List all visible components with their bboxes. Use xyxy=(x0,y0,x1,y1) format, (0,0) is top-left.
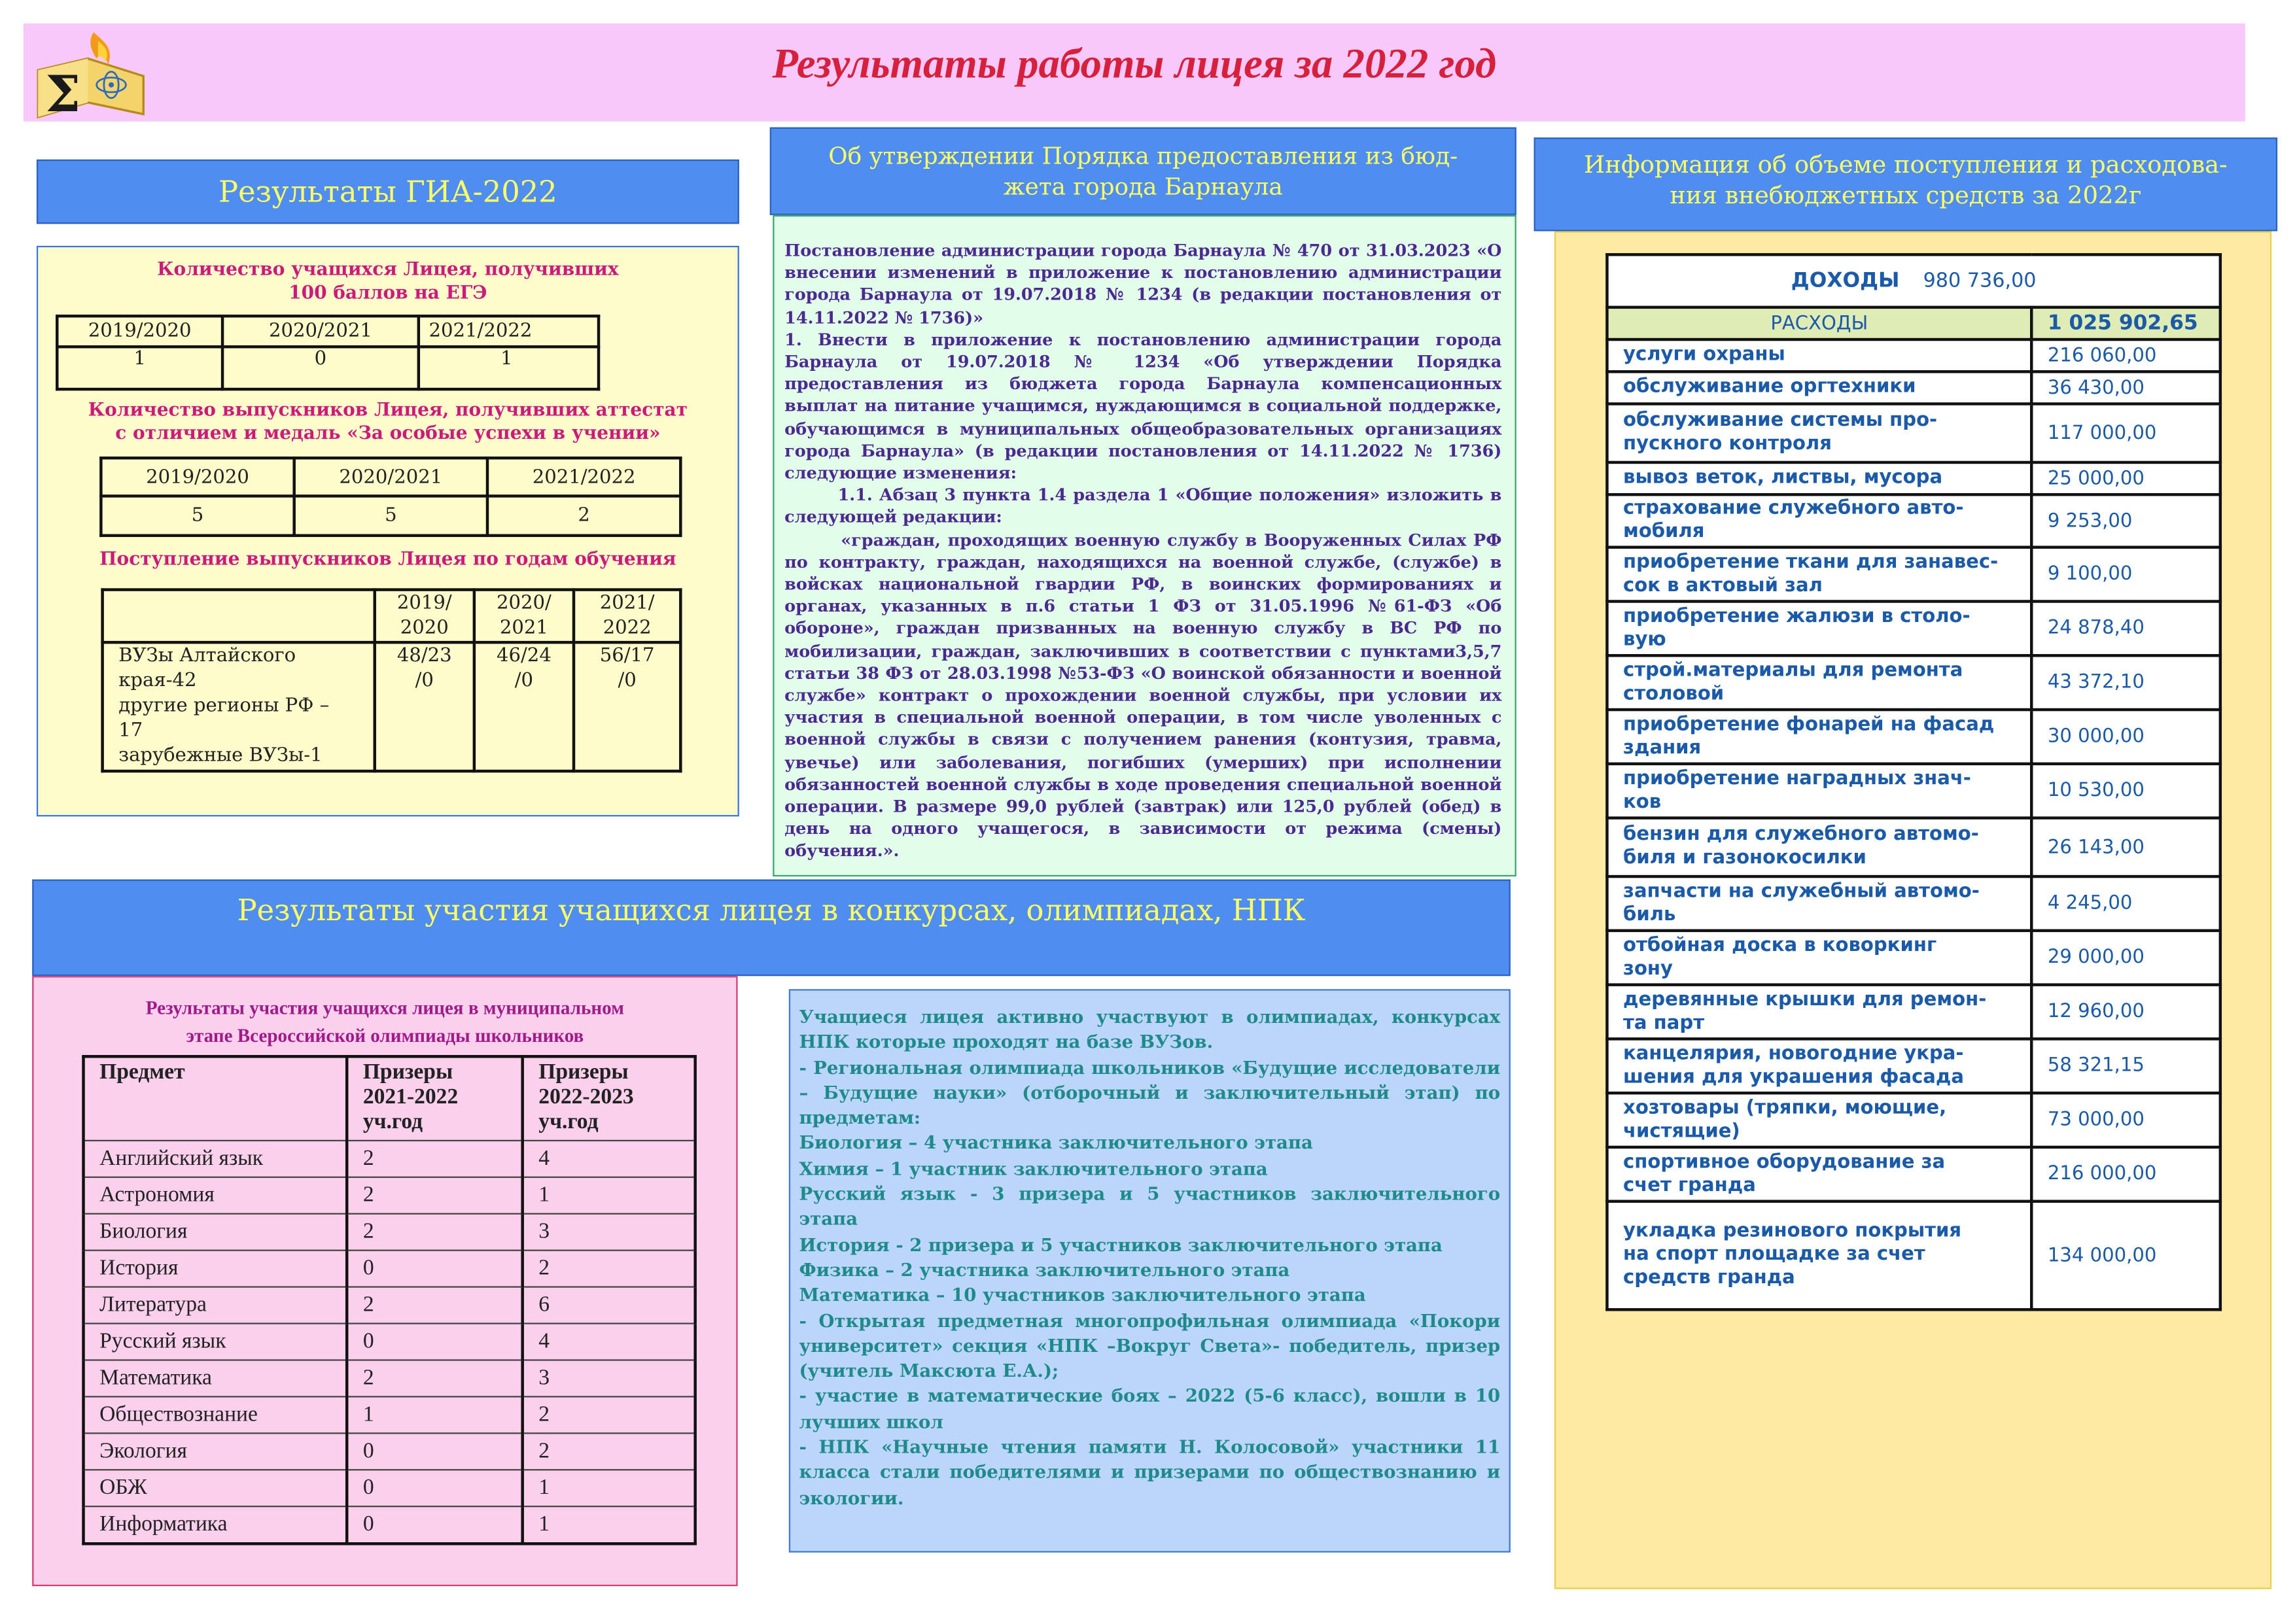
activity-text: Учащиеся лицея активно участвуют в олимпиадах, конкурсах НПК которые проходят на базе ВУЗов. - Региональная олимпиада школьников «Будущие исследователи – Будущие науки» (отборочный и заключительный этап) по предметам: Биология – 4 участника заключительного этапа Химия – 1 участник заключительного этапа Русский язык - 3 призера и 5 участников заключительного этапа История - 2 призера и 5 участников заключительного этапа Физика – 2 участника заключительного этапа Математика – 10 участников заключительного этапа - Открытая предметная многопрофильная олимпиада «Покори университет» секция «НПК –Вокруг Света»- победитель, призер (учитель Максюта Е.А.); - участие в математические боях – 2022 (5-6 класс), вошли в 10 лучших школ - НПК «Научные чтения памяти Н. Колосовой» участники 11 класса стали победителями и призерами по обществознанию и экологии. xyxy=(799,1005,1501,1508)
order-title xyxy=(770,128,1516,215)
finance-table xyxy=(1605,253,2218,1311)
finance-title-text: Информация об объеме поступления и расходова- ния внебюджетных средств за 2022г xyxy=(1584,150,2228,209)
expense-item-amount: 216 060,00 xyxy=(2031,339,2220,371)
table-cell: 6 xyxy=(523,1287,695,1324)
table-cell: 2021/2022 xyxy=(419,316,599,347)
table-cell: 5 xyxy=(294,496,487,535)
table-header-cell: Призеры 2022-2023 уч.год xyxy=(523,1056,695,1141)
table-cell: 2 xyxy=(347,1141,522,1177)
table-cell: 2020/ 2021 xyxy=(474,590,574,643)
table-cell: 2019/2020 xyxy=(57,316,222,347)
expense-row xyxy=(1607,339,2220,371)
expense-item-label: обслуживание оргтехники xyxy=(1607,371,2031,404)
expense-row xyxy=(1607,985,2220,1039)
page-title: Результаты работы лицея за 2022 год xyxy=(772,41,1497,88)
expense-item-label: обслуживание системы про- пускного контроля xyxy=(1607,404,2031,462)
expense-item-amount: 9 253,00 xyxy=(2031,494,2220,547)
expense-item-label: приобретение фонарей на фасад здания xyxy=(1607,710,2031,764)
table-cell: 2020/2021 xyxy=(222,316,419,347)
expense-item-amount: 9 100,00 xyxy=(2031,547,2220,602)
table-row xyxy=(84,1396,695,1433)
table-cell: 1 xyxy=(523,1177,695,1214)
table-cell: 2 xyxy=(523,1433,695,1470)
table-cell xyxy=(103,590,375,643)
expense-item-label: приобретение ткани для занавес- сок в актовый зал xyxy=(1607,547,2031,602)
expense-item-amount: 117 000,00 xyxy=(2031,404,2220,462)
expense-row xyxy=(1607,764,2220,818)
order-text: Постановление администрации города Барнаула № 470 от 31.03.2023 «О внесении изменений в приложение к постановлению администрации города Барнаула от 19.07.2018 № 1234 (в редакции постановления от 14.11.2022 № 1736)» 1. Внести в приложение к постановлению администрации города Барнаула от 19.07.2018 № 1234 «Об утверждении Порядка предоставления из бюджета города Барнаула компенсационных выплат на питание учащимся, нуждающимся в социальной поддержке, обучающимся в муниципальных общеобразовательных организациях города Барнаула» (в редакции постановления от 14.11.2022 № 1736) следующие изменения: 1.1. Абзац 3 пункта 1.4 раздела 1 «Общие положения» изложить в следующей редакции: «граждан, проходящих военную службу в Вооруженных Силах РФ по контракту, граждан, находящихся на военной службе, (службе) в войсках национальной гвардии РФ, в воинских формированиях и органах, указанных в п.6 статьи 1 ФЗ от 31.05.1996 №61-ФЗ «Об обороне», граждан призванных на военную службу в ВС РФ по мобилизации, граждан, заключивших в соответствии с пунктами3,5,7 статьи 38 ФЗ от 28.03.1998 №53-ФЗ «О воинской обязанности и военной службе» контракт о прохождении военной службы, при условии их участия в специальной военной операции, в том числе уволенных с военной службы в связи с получением ранения (контузия, травма, увечье) или заболевания, погибших (умерших) при исполнении обязанностей военной службы в ходе проведения специальной военной операции. В размере 99,0 рублей (завтрак) или 125,0 рублей (обед) в день на одного учащегося, в зависимости от режима (смены) обучения.». xyxy=(784,239,1502,861)
contests-title: Результаты участия учащихся лицея в конкурсах, олимпиадах, НПК xyxy=(32,880,1511,976)
table-cell: 0 xyxy=(347,1506,522,1544)
expense-item-label: спортивное оборудование за счет гранда xyxy=(1607,1147,2031,1201)
expense-row xyxy=(1607,404,2220,462)
expense-item-amount: 24 878,40 xyxy=(2031,601,2220,655)
table-cell: 2 xyxy=(487,496,680,535)
table-cell: 2 xyxy=(347,1177,522,1214)
table-cell: Астрономия xyxy=(84,1177,347,1214)
olympiad-table xyxy=(82,1055,697,1545)
table-row xyxy=(84,1251,695,1287)
table-cell: Информатика xyxy=(84,1506,347,1544)
expense-item-label: хозтовары (тряпки, моющие, чистящие) xyxy=(1607,1093,2031,1147)
expense-item-amount: 30 000,00 xyxy=(2031,710,2220,764)
expense-row xyxy=(1607,1201,2220,1310)
finance-title xyxy=(1534,137,2277,231)
table-cell: ВУЗы Алтайского края-42 другие регионы РФ – 17 зарубежные ВУЗы-1 xyxy=(103,642,375,771)
expense-row xyxy=(1607,601,2220,655)
table-row xyxy=(84,1141,695,1177)
expense-item-amount: 58 321,15 xyxy=(2031,1039,2220,1093)
table-cell: 2021/ 2022 xyxy=(574,590,680,643)
table-cell: 2 xyxy=(347,1287,522,1324)
table-row xyxy=(84,1433,695,1470)
table-row xyxy=(84,1506,695,1544)
gia-title: Результаты ГИА-2022 xyxy=(37,160,739,224)
expense-list xyxy=(1607,339,2220,1309)
expense-row xyxy=(1607,876,2220,931)
olympiad-caption: Результаты участия учащихся лицея в муниципальном этапе Всероссийской олимпиады школьников xyxy=(145,996,624,1046)
table-cell: Биология xyxy=(84,1214,347,1251)
expense-item-label: отбойная доска в коворкинг зону xyxy=(1607,931,2031,985)
table-row xyxy=(84,1470,695,1506)
table-cell: 1 xyxy=(57,347,222,389)
expense-item-amount: 4 245,00 xyxy=(2031,876,2220,931)
admission-table xyxy=(101,588,682,772)
expense-row xyxy=(1607,931,2220,985)
table-cell: ОБЖ xyxy=(84,1470,347,1506)
table-cell: 4 xyxy=(523,1324,695,1360)
income-label: ДОХОДЫ xyxy=(1791,269,1900,293)
expense-item-label: вывоз веток, листвы, мусора xyxy=(1607,462,2031,494)
ege100-caption: Количество учащихся Лицея, получивших 100 баллов на ЕГЭ xyxy=(157,257,619,303)
expense-item-amount: 73 000,00 xyxy=(2031,1093,2220,1147)
table-cell: 2019/2020 xyxy=(101,458,294,496)
table-row xyxy=(84,1324,695,1360)
admission-caption: Поступление выпускников Лицея по годам обучения xyxy=(99,547,676,570)
table-cell: 1 xyxy=(523,1470,695,1506)
gia-panel xyxy=(37,246,739,817)
table-cell: 3 xyxy=(523,1360,695,1396)
activity-panel xyxy=(789,989,1511,1552)
table-row xyxy=(84,1360,695,1396)
table-cell: 5 xyxy=(101,496,294,535)
table-cell: 2 xyxy=(523,1396,695,1433)
expense-item-label: страхование служебного авто- мобиля xyxy=(1607,494,2031,547)
expense-item-label: приобретение наградных знач- ков xyxy=(1607,764,2031,818)
table-header-cell: Призеры 2021-2022 уч.год xyxy=(347,1056,522,1141)
medal-table xyxy=(99,457,682,537)
expense-item-amount: 12 960,00 xyxy=(2031,985,2220,1039)
sigma-book-logo-icon xyxy=(29,26,149,126)
expense-item-label: укладка резинового покрытия на спорт площадке за счет средств гранда xyxy=(1607,1201,2031,1310)
expense-item-amount: 10 530,00 xyxy=(2031,764,2220,818)
table-cell: 46/24 /0 xyxy=(474,642,574,771)
lyceum-logo xyxy=(29,26,149,126)
table-header-cell: Предмет xyxy=(84,1056,347,1141)
table-cell: Обществознание xyxy=(84,1396,347,1433)
expense-value: 1 025 902,65 xyxy=(2031,307,2220,339)
income-row xyxy=(1607,254,2220,307)
table-cell: Английский язык xyxy=(84,1141,347,1177)
expense-row xyxy=(1607,1093,2220,1147)
ege100-table xyxy=(56,315,600,390)
expense-item-label: приобретение жалюзи в столо- вую xyxy=(1607,601,2031,655)
table-cell: 2020/2021 xyxy=(294,458,487,496)
table-cell: 2021/2022 xyxy=(487,458,680,496)
expense-row xyxy=(1607,371,2220,404)
table-cell: 1 xyxy=(523,1506,695,1544)
expense-row xyxy=(1607,655,2220,710)
order-title-text: Об утверждении Порядка предоставления из бюд- жета города Барнаула xyxy=(828,142,1458,201)
table-cell: 0 xyxy=(347,1251,522,1287)
table-cell: 2019/ 2020 xyxy=(375,590,474,643)
olympiad-rows xyxy=(84,1141,695,1544)
expense-label: РАСХОДЫ xyxy=(1607,307,2031,339)
table-cell: 0 xyxy=(347,1433,522,1470)
expense-item-amount: 43 372,10 xyxy=(2031,655,2220,710)
expense-item-amount: 26 143,00 xyxy=(2031,818,2220,876)
expense-item-label: строй.материалы для ремонта столовой xyxy=(1607,655,2031,710)
income-value: 980 736,00 xyxy=(1923,269,2037,293)
expense-row xyxy=(1607,1039,2220,1093)
expense-item-amount: 29 000,00 xyxy=(2031,931,2220,985)
table-cell: 1 xyxy=(419,347,599,389)
expense-item-amount: 216 000,00 xyxy=(2031,1147,2220,1201)
expense-row xyxy=(1607,462,2220,494)
table-cell: 2 xyxy=(347,1360,522,1396)
expense-item-label: бензин для служебного автомо- биля и газонокосилки xyxy=(1607,818,2031,876)
table-cell: Литература xyxy=(84,1287,347,1324)
table-cell: История xyxy=(84,1251,347,1287)
table-cell: Математика xyxy=(84,1360,347,1396)
expense-item-amount: 36 430,00 xyxy=(2031,371,2220,404)
expense-item-amount: 134 000,00 xyxy=(2031,1201,2220,1310)
order-panel xyxy=(773,215,1516,876)
expense-row xyxy=(1607,494,2220,547)
expense-row xyxy=(1607,818,2220,876)
page-header xyxy=(24,24,2245,122)
table-cell: 4 xyxy=(523,1141,695,1177)
table-cell: 0 xyxy=(347,1324,522,1360)
table-row xyxy=(84,1177,695,1214)
svg-text:Σ: Σ xyxy=(45,65,81,124)
table-row xyxy=(84,1287,695,1324)
table-cell: 56/17 /0 xyxy=(574,642,680,771)
table-cell: 0 xyxy=(222,347,419,389)
table-cell: Русский язык xyxy=(84,1324,347,1360)
expense-item-label: канцелярия, новогодние укра- шения для украшения фасада xyxy=(1607,1039,2031,1093)
expense-row xyxy=(1607,710,2220,764)
table-cell: 2 xyxy=(523,1251,695,1287)
expense-item-amount: 25 000,00 xyxy=(2031,462,2220,494)
expense-item-label: деревянные крышки для ремон- та парт xyxy=(1607,985,2031,1039)
expense-row xyxy=(1607,1147,2220,1201)
table-cell: 48/23 /0 xyxy=(375,642,474,771)
expense-item-label: услуги охраны xyxy=(1607,339,2031,371)
expense-item-label: запчасти на служебный автомо- биль xyxy=(1607,876,2031,931)
table-cell: 2 xyxy=(347,1214,522,1251)
table-cell: 1 xyxy=(347,1396,522,1433)
expense-row xyxy=(1607,547,2220,602)
table-cell: 0 xyxy=(347,1470,522,1506)
table-cell: 3 xyxy=(523,1214,695,1251)
table-row xyxy=(84,1214,695,1251)
table-cell: Экология xyxy=(84,1433,347,1470)
medal-caption: Количество выпускников Лицея, получивших аттестат с отличием и медаль «За особые успехи в учении» xyxy=(88,398,688,443)
